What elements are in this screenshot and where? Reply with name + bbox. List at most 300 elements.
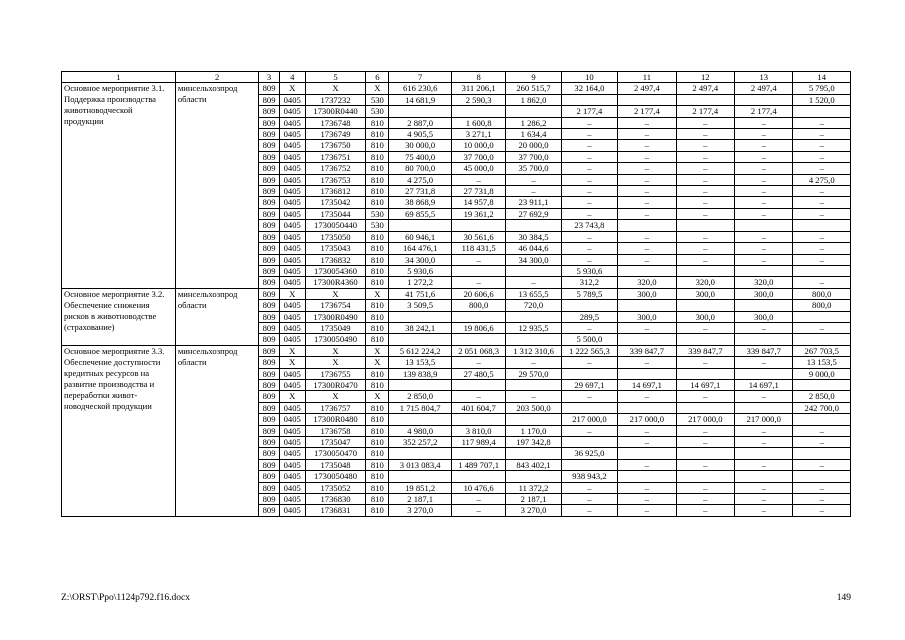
table-cell: – bbox=[793, 197, 851, 208]
table-cell: 1736754 bbox=[305, 300, 365, 311]
table-cell: 0405 bbox=[279, 151, 305, 162]
table-cell: 34 300,0 bbox=[389, 254, 451, 265]
column-header: 12 bbox=[676, 72, 734, 83]
table-cell: 2 850,0 bbox=[389, 391, 451, 402]
column-number-row bbox=[62, 72, 851, 83]
table-cell bbox=[676, 471, 734, 482]
table-cell: 2 850,0 bbox=[793, 391, 851, 402]
table-cell: 300,0 bbox=[676, 288, 734, 299]
table-cell: Х bbox=[366, 288, 389, 299]
table-cell: – bbox=[561, 186, 617, 197]
table-cell: 4 980,0 bbox=[389, 425, 451, 436]
table-cell: 810 bbox=[366, 117, 389, 128]
table-cell: 810 bbox=[366, 300, 389, 311]
table-cell: 1730050490 bbox=[305, 334, 365, 345]
table-cell: – bbox=[618, 151, 676, 162]
table-cell: 38 868,9 bbox=[389, 197, 451, 208]
table-cell: 1 286,2 bbox=[506, 117, 561, 128]
table-cell: – bbox=[735, 197, 793, 208]
table-cell: 800,0 bbox=[793, 288, 851, 299]
table-cell bbox=[618, 448, 676, 459]
table-cell: – bbox=[793, 437, 851, 448]
table-cell: 3 509,5 bbox=[389, 300, 451, 311]
table-cell: 320,0 bbox=[676, 277, 734, 288]
table-cell: – bbox=[618, 186, 676, 197]
table-cell: 0405 bbox=[279, 254, 305, 265]
table-cell: 17300R0470 bbox=[305, 379, 365, 390]
table-cell bbox=[506, 106, 561, 117]
table-cell: Х bbox=[366, 357, 389, 368]
table-cell: – bbox=[618, 129, 676, 140]
table-cell: Х bbox=[366, 345, 389, 356]
table-cell: 1736812 bbox=[305, 186, 365, 197]
table-cell: 14 697,1 bbox=[735, 379, 793, 390]
table-cell: 2 497,4 bbox=[618, 83, 676, 94]
table-cell: Х bbox=[305, 391, 365, 402]
column-header: 13 bbox=[735, 72, 793, 83]
budget-table bbox=[61, 71, 851, 517]
table-cell: 809 bbox=[259, 254, 279, 265]
table-cell: 810 bbox=[366, 231, 389, 242]
table-cell: 843 402,1 bbox=[506, 459, 561, 470]
table-cell: 69 855,5 bbox=[389, 208, 451, 219]
table-cell: 117 989,4 bbox=[451, 437, 505, 448]
table-cell: – bbox=[676, 140, 734, 151]
table-cell: 217 000,0 bbox=[618, 414, 676, 425]
table-cell: – bbox=[793, 243, 851, 254]
table-cell: 3 270,0 bbox=[389, 505, 451, 516]
table-cell: 0405 bbox=[279, 277, 305, 288]
table-cell: – bbox=[561, 243, 617, 254]
table-cell bbox=[793, 334, 851, 345]
column-header: 11 bbox=[618, 72, 676, 83]
table-cell: 30 000,0 bbox=[389, 140, 451, 151]
table-cell: – bbox=[735, 151, 793, 162]
table-cell: – bbox=[735, 243, 793, 254]
table-cell: 810 bbox=[366, 414, 389, 425]
table-cell: 217 000,0 bbox=[676, 414, 734, 425]
table-cell: 810 bbox=[366, 368, 389, 379]
table-cell: – bbox=[561, 129, 617, 140]
table-cell bbox=[506, 220, 561, 231]
table-cell: 809 bbox=[259, 437, 279, 448]
table-cell: 0405 bbox=[279, 471, 305, 482]
measure-name: Основное мероприятие 3.3. Обеспечение доступности кредитных ресурсов на развитие производства и переработки живот-новодческой продукции bbox=[62, 345, 176, 516]
table-cell: 809 bbox=[259, 140, 279, 151]
table-cell bbox=[676, 265, 734, 276]
table-cell: – bbox=[618, 117, 676, 128]
table-cell: – bbox=[618, 140, 676, 151]
table-cell bbox=[735, 334, 793, 345]
table-cell: 0405 bbox=[279, 186, 305, 197]
table-cell: 530 bbox=[366, 208, 389, 219]
table-cell bbox=[793, 220, 851, 231]
table-cell: – bbox=[676, 391, 734, 402]
table-cell: 339 847,7 bbox=[676, 345, 734, 356]
table-cell: 0405 bbox=[279, 482, 305, 493]
table-cell: 4 275,0 bbox=[389, 174, 451, 185]
table-cell: – bbox=[618, 482, 676, 493]
table-cell: – bbox=[676, 425, 734, 436]
table-cell: Х bbox=[279, 391, 305, 402]
table-cell: 2 177,4 bbox=[561, 106, 617, 117]
table-cell: 260 515,7 bbox=[506, 83, 561, 94]
table-cell: 1736752 bbox=[305, 163, 365, 174]
table-cell bbox=[676, 368, 734, 379]
table-cell: 23 911,1 bbox=[506, 197, 561, 208]
table-cell: 1 272,2 bbox=[389, 277, 451, 288]
table-cell: 352 257,2 bbox=[389, 437, 451, 448]
table-cell: 0405 bbox=[279, 448, 305, 459]
table-cell: – bbox=[793, 505, 851, 516]
table-cell: 810 bbox=[366, 197, 389, 208]
table-cell: 5 500,0 bbox=[561, 334, 617, 345]
table-cell: 339 847,7 bbox=[618, 345, 676, 356]
table-cell bbox=[506, 471, 561, 482]
table-cell: 5 930,6 bbox=[561, 265, 617, 276]
table-cell: 1735047 bbox=[305, 437, 365, 448]
table-cell: – bbox=[676, 174, 734, 185]
table-cell: 0405 bbox=[279, 94, 305, 105]
table-cell: 1 222 565,3 bbox=[561, 345, 617, 356]
table-cell bbox=[451, 448, 505, 459]
column-header: 8 bbox=[451, 72, 505, 83]
table-cell: – bbox=[506, 277, 561, 288]
table-cell: 14 957,8 bbox=[451, 197, 505, 208]
table-cell: 809 bbox=[259, 345, 279, 356]
table-cell: 809 bbox=[259, 402, 279, 413]
table-cell: 810 bbox=[366, 254, 389, 265]
table-cell: – bbox=[735, 494, 793, 505]
table-cell: 2 590,3 bbox=[451, 94, 505, 105]
table-cell bbox=[793, 414, 851, 425]
table-cell: – bbox=[561, 231, 617, 242]
table-cell: 1736830 bbox=[305, 494, 365, 505]
table-cell: 2 887,0 bbox=[389, 117, 451, 128]
table-cell: 17300R0480 bbox=[305, 414, 365, 425]
table-cell: – bbox=[793, 322, 851, 333]
table-cell: 810 bbox=[366, 265, 389, 276]
table-cell: – bbox=[676, 437, 734, 448]
table-cell bbox=[793, 106, 851, 117]
table-cell: Х bbox=[279, 83, 305, 94]
table-cell bbox=[735, 94, 793, 105]
table-cell: 809 bbox=[259, 277, 279, 288]
table-cell: – bbox=[676, 357, 734, 368]
table-cell: 809 bbox=[259, 151, 279, 162]
table-cell: – bbox=[561, 151, 617, 162]
table-cell: 810 bbox=[366, 163, 389, 174]
table-cell: – bbox=[676, 459, 734, 470]
table-cell: – bbox=[735, 391, 793, 402]
table-cell bbox=[793, 471, 851, 482]
table-cell: – bbox=[618, 197, 676, 208]
table-cell: 810 bbox=[366, 186, 389, 197]
table-cell bbox=[676, 94, 734, 105]
table-cell bbox=[676, 300, 734, 311]
table-cell: 1 489 707,1 bbox=[451, 459, 505, 470]
table-cell: 5 930,6 bbox=[389, 265, 451, 276]
table-cell: 1736758 bbox=[305, 425, 365, 436]
table-body bbox=[62, 83, 851, 516]
table-cell: 1 170,0 bbox=[506, 425, 561, 436]
table-cell: 312,2 bbox=[561, 277, 617, 288]
table-cell: 809 bbox=[259, 83, 279, 94]
table-cell: 1 520,0 bbox=[793, 94, 851, 105]
table-cell: 0405 bbox=[279, 334, 305, 345]
table-cell: 300,0 bbox=[676, 311, 734, 322]
table-row bbox=[62, 288, 851, 299]
table-cell: – bbox=[561, 197, 617, 208]
table-cell: – bbox=[676, 208, 734, 219]
table-cell: 29 570,0 bbox=[506, 368, 561, 379]
table-cell: 1735049 bbox=[305, 322, 365, 333]
table-cell: 37 700,0 bbox=[506, 151, 561, 162]
table-cell: 1735052 bbox=[305, 482, 365, 493]
table-cell: 1 312 310,6 bbox=[506, 345, 561, 356]
table-cell: – bbox=[676, 117, 734, 128]
column-header: 1 bbox=[62, 72, 176, 83]
table-cell: – bbox=[561, 505, 617, 516]
table-cell: 530 bbox=[366, 220, 389, 231]
table-cell: 217 000,0 bbox=[735, 414, 793, 425]
table-cell bbox=[793, 448, 851, 459]
table-cell: Х bbox=[305, 357, 365, 368]
table-cell: 810 bbox=[366, 482, 389, 493]
table-cell bbox=[735, 265, 793, 276]
table-cell: 0405 bbox=[279, 414, 305, 425]
table-cell: – bbox=[735, 357, 793, 368]
table-cell: 810 bbox=[366, 402, 389, 413]
table-cell bbox=[389, 106, 451, 117]
table-cell bbox=[506, 334, 561, 345]
table-cell: 60 946,1 bbox=[389, 231, 451, 242]
table-cell: 19 806,6 bbox=[451, 322, 505, 333]
table-cell: – bbox=[676, 482, 734, 493]
table-cell: 80 700,0 bbox=[389, 163, 451, 174]
table-cell: 3 013 083,4 bbox=[389, 459, 451, 470]
table-cell: 300,0 bbox=[735, 288, 793, 299]
table-cell: 1 600,8 bbox=[451, 117, 505, 128]
table-cell: 0405 bbox=[279, 311, 305, 322]
table-cell bbox=[451, 220, 505, 231]
table-cell: 37 700,0 bbox=[451, 151, 505, 162]
table-cell: 4 275,0 bbox=[793, 174, 851, 185]
table-cell: 810 bbox=[366, 437, 389, 448]
table-cell bbox=[735, 448, 793, 459]
table-cell: Х bbox=[305, 83, 365, 94]
table-cell: 0405 bbox=[279, 208, 305, 219]
table-cell: – bbox=[618, 391, 676, 402]
table-cell: – bbox=[735, 186, 793, 197]
table-cell bbox=[793, 265, 851, 276]
table-cell bbox=[561, 94, 617, 105]
table-cell: 809 bbox=[259, 288, 279, 299]
table-cell: – bbox=[451, 174, 505, 185]
table-cell: – bbox=[793, 494, 851, 505]
table-cell bbox=[506, 379, 561, 390]
table-cell: 300,0 bbox=[735, 311, 793, 322]
table-cell bbox=[735, 368, 793, 379]
table-cell: 1737232 bbox=[305, 94, 365, 105]
table-cell bbox=[389, 471, 451, 482]
table-cell: 938 943,2 bbox=[561, 471, 617, 482]
table-cell: 1736757 bbox=[305, 402, 365, 413]
page-number: 149 bbox=[836, 593, 851, 603]
table-cell bbox=[618, 471, 676, 482]
measure-name: Основное мероприятие 3.1. Поддержка производства животноводческой продукции bbox=[62, 83, 176, 288]
table-cell bbox=[561, 368, 617, 379]
table-cell bbox=[793, 311, 851, 322]
table-cell: 809 bbox=[259, 459, 279, 470]
table-cell bbox=[618, 94, 676, 105]
table-cell: 1736755 bbox=[305, 368, 365, 379]
table-cell: 320,0 bbox=[735, 277, 793, 288]
table-cell bbox=[793, 379, 851, 390]
column-header: 9 bbox=[506, 72, 561, 83]
table-cell: Х bbox=[366, 83, 389, 94]
table-cell: – bbox=[676, 163, 734, 174]
table-cell: – bbox=[676, 231, 734, 242]
table-cell: 38 242,1 bbox=[389, 322, 451, 333]
table-cell bbox=[451, 414, 505, 425]
table-cell bbox=[618, 300, 676, 311]
table-cell: – bbox=[618, 174, 676, 185]
table-cell: – bbox=[506, 391, 561, 402]
column-header: 5 bbox=[305, 72, 365, 83]
table-cell: 27 480,5 bbox=[451, 368, 505, 379]
table-cell bbox=[618, 220, 676, 231]
table-cell: 29 697,1 bbox=[561, 379, 617, 390]
table-cell: 164 476,1 bbox=[389, 243, 451, 254]
table-cell: – bbox=[735, 117, 793, 128]
table-cell: 2 497,4 bbox=[676, 83, 734, 94]
table-cell: 809 bbox=[259, 186, 279, 197]
table-cell bbox=[451, 265, 505, 276]
table-cell: – bbox=[561, 357, 617, 368]
table-cell: 4 905,5 bbox=[389, 129, 451, 140]
table-cell bbox=[389, 311, 451, 322]
table-cell: – bbox=[735, 163, 793, 174]
table-cell: 809 bbox=[259, 265, 279, 276]
table-cell bbox=[676, 334, 734, 345]
table-cell: – bbox=[618, 254, 676, 265]
table-cell: 810 bbox=[366, 448, 389, 459]
table-cell: 30 561,6 bbox=[451, 231, 505, 242]
table-cell bbox=[561, 437, 617, 448]
table-cell: Х bbox=[366, 391, 389, 402]
table-cell: 203 500,0 bbox=[506, 402, 561, 413]
table-cell bbox=[389, 448, 451, 459]
table-cell: – bbox=[793, 129, 851, 140]
table-cell bbox=[618, 402, 676, 413]
table-cell: – bbox=[735, 140, 793, 151]
table-cell: – bbox=[676, 151, 734, 162]
table-cell: 197 342,8 bbox=[506, 437, 561, 448]
table-cell bbox=[618, 265, 676, 276]
table-cell: 800,0 bbox=[793, 300, 851, 311]
table-cell: 19 361,2 bbox=[451, 208, 505, 219]
table-cell: 1735050 bbox=[305, 231, 365, 242]
table-cell: 0405 bbox=[279, 129, 305, 140]
table-cell: 2 187,1 bbox=[506, 494, 561, 505]
table-cell bbox=[735, 402, 793, 413]
table-cell bbox=[676, 402, 734, 413]
table-cell: 1730050470 bbox=[305, 448, 365, 459]
table-cell: 41 751,6 bbox=[389, 288, 451, 299]
table-row bbox=[62, 83, 851, 94]
table-cell: 810 bbox=[366, 174, 389, 185]
table-cell: – bbox=[451, 357, 505, 368]
table-cell: 809 bbox=[259, 425, 279, 436]
table-cell: 139 838,9 bbox=[389, 368, 451, 379]
table-cell: 1730050480 bbox=[305, 471, 365, 482]
column-header: 7 bbox=[389, 72, 451, 83]
table-cell bbox=[618, 368, 676, 379]
table-cell: 13 153,5 bbox=[793, 357, 851, 368]
table-cell: – bbox=[735, 231, 793, 242]
table-cell bbox=[506, 311, 561, 322]
table-cell: 0405 bbox=[279, 140, 305, 151]
table-cell bbox=[735, 300, 793, 311]
table-cell: 809 bbox=[259, 117, 279, 128]
table-cell: – bbox=[735, 208, 793, 219]
table-cell: 809 bbox=[259, 106, 279, 117]
table-cell: 1736753 bbox=[305, 174, 365, 185]
table-cell: 2 177,4 bbox=[735, 106, 793, 117]
table-cell: 2 187,1 bbox=[389, 494, 451, 505]
table-cell: 809 bbox=[259, 334, 279, 345]
table-cell: 809 bbox=[259, 391, 279, 402]
table-cell: 1730054360 bbox=[305, 265, 365, 276]
table-cell: 17300R0440 bbox=[305, 106, 365, 117]
table-cell: 809 bbox=[259, 471, 279, 482]
table-cell: 19 851,2 bbox=[389, 482, 451, 493]
table-cell: – bbox=[676, 243, 734, 254]
table-cell: – bbox=[735, 437, 793, 448]
table-cell: 0405 bbox=[279, 300, 305, 311]
table-cell: 809 bbox=[259, 505, 279, 516]
table-cell: – bbox=[793, 151, 851, 162]
table-cell: – bbox=[735, 129, 793, 140]
table-cell bbox=[561, 402, 617, 413]
table-cell: – bbox=[618, 231, 676, 242]
table-cell: 1736831 bbox=[305, 505, 365, 516]
table-cell: – bbox=[618, 243, 676, 254]
table-cell: – bbox=[561, 163, 617, 174]
table-cell: – bbox=[561, 322, 617, 333]
table-cell: 809 bbox=[259, 243, 279, 254]
table-cell: 809 bbox=[259, 300, 279, 311]
table-cell: 9 000,0 bbox=[793, 368, 851, 379]
table-cell: – bbox=[793, 186, 851, 197]
table-cell: 0405 bbox=[279, 437, 305, 448]
table-cell: – bbox=[793, 117, 851, 128]
column-header: 2 bbox=[175, 72, 259, 83]
table-cell: 530 bbox=[366, 94, 389, 105]
table-cell: 809 bbox=[259, 322, 279, 333]
table-cell: 810 bbox=[366, 494, 389, 505]
table-cell: 320,0 bbox=[618, 277, 676, 288]
table-cell: 5 612 224,2 bbox=[389, 345, 451, 356]
table-cell: – bbox=[561, 391, 617, 402]
table-cell: 17300R0490 bbox=[305, 311, 365, 322]
column-header: 14 bbox=[793, 72, 851, 83]
table-cell: 2 177,4 bbox=[618, 106, 676, 117]
table-row bbox=[62, 345, 851, 356]
table-cell: 1735043 bbox=[305, 243, 365, 254]
table-cell: – bbox=[793, 140, 851, 151]
